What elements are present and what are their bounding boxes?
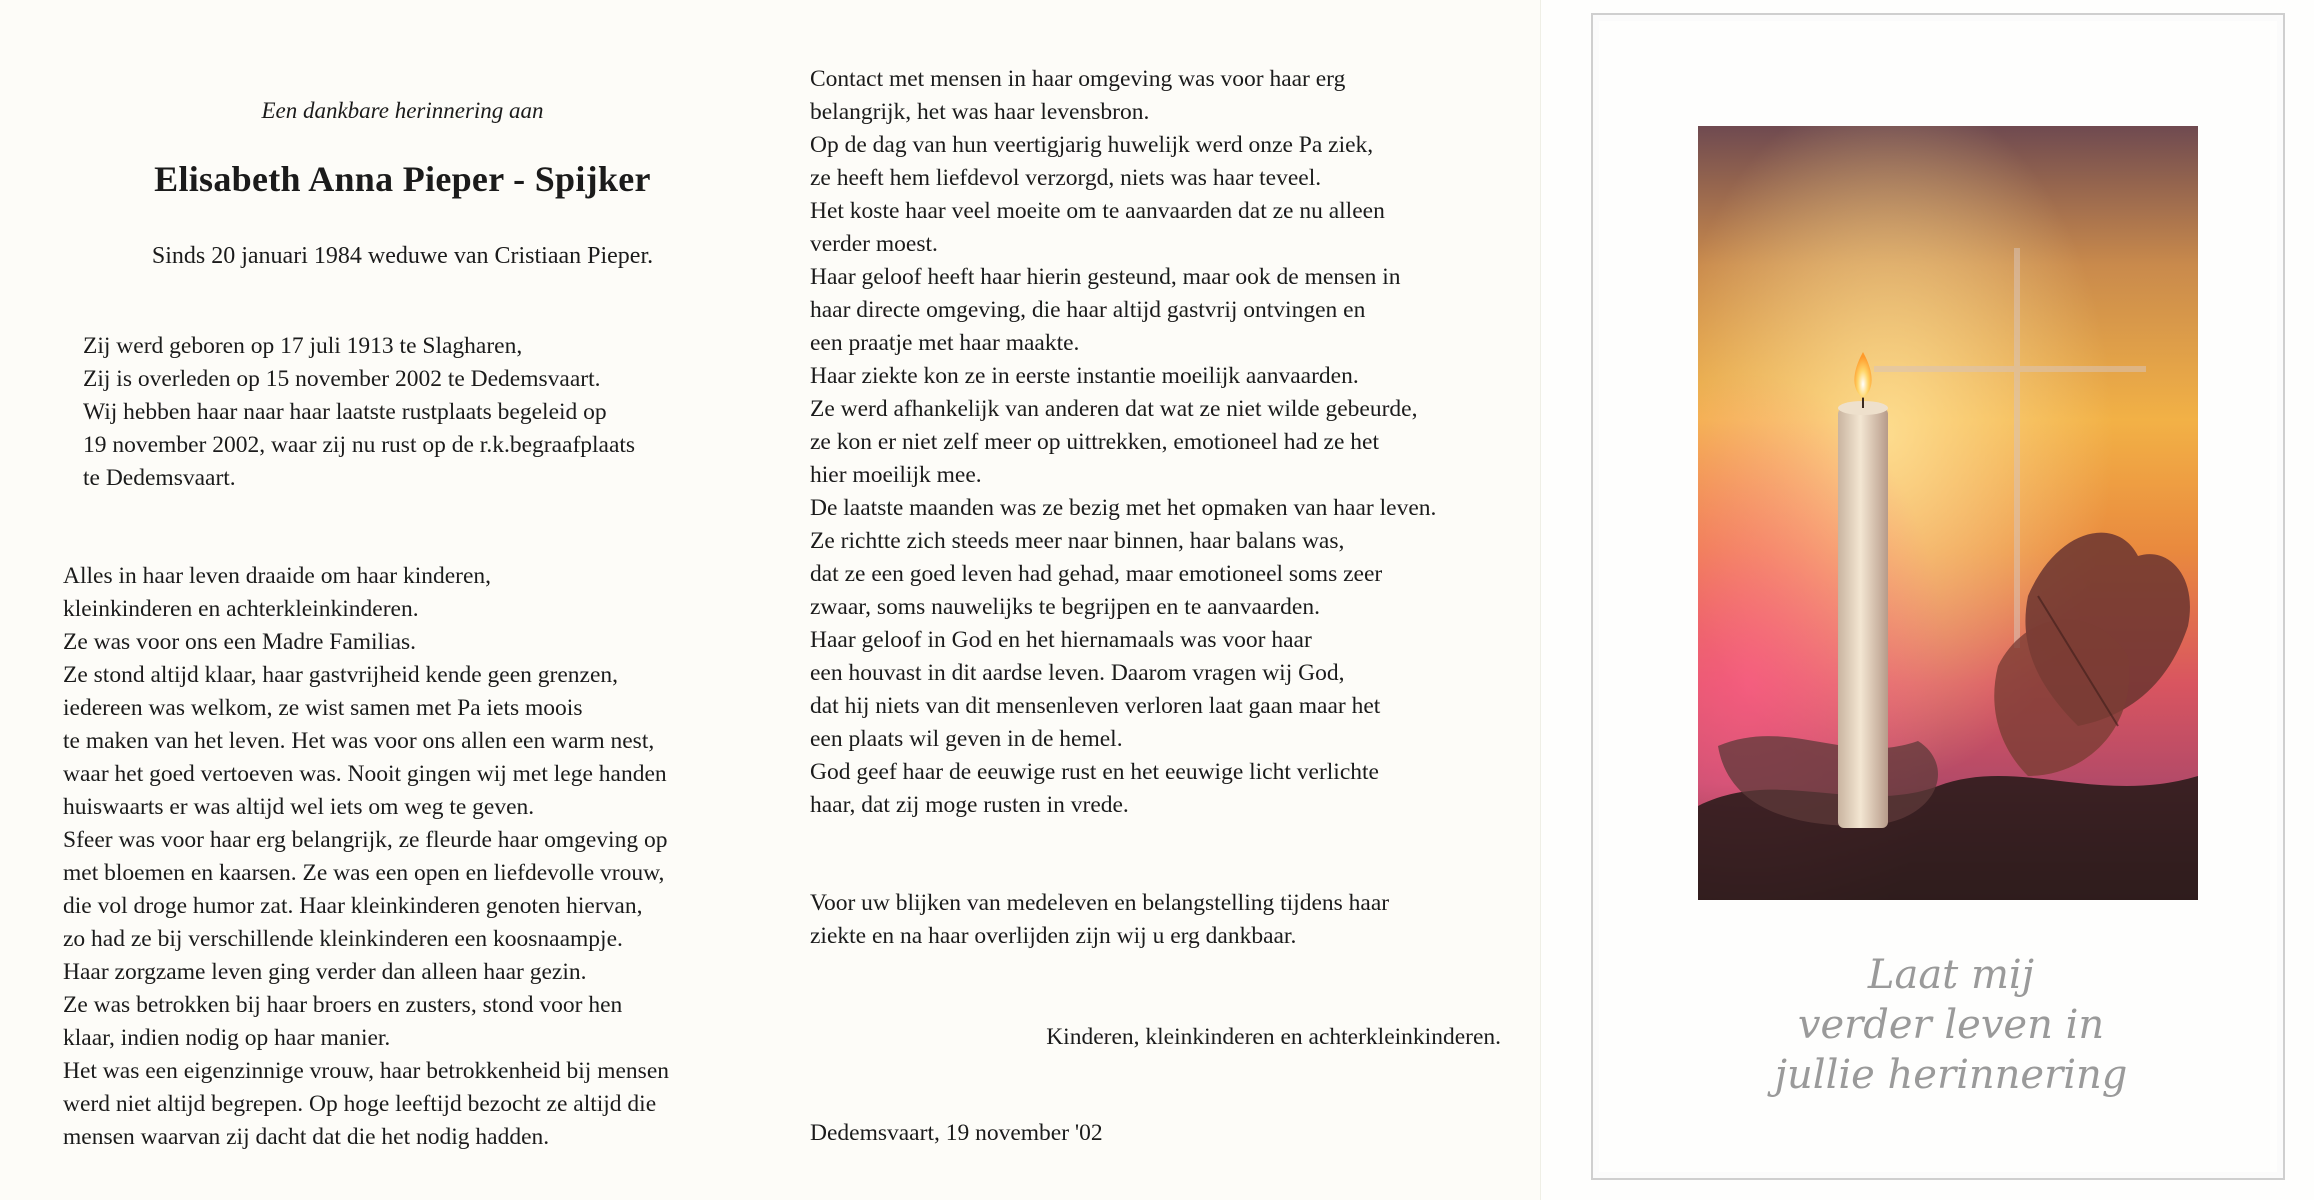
text-line: Ze was voor ons een Madre Familias. xyxy=(63,629,417,655)
deceased-name: Elisabeth Anna Pieper - Spijker xyxy=(154,159,651,199)
text-line: werd niet altijd begrepen. Op hoge leeftijd bezocht ze altijd die xyxy=(63,1091,657,1117)
text-line: Haar geloof in God en het hiernamaals was voor haar xyxy=(810,627,1312,653)
text-line: ziekte en na haar overlijden zijn wij u erg dankbaar. xyxy=(810,923,1297,949)
text-line: haar directe omgeving, die haar altijd gastvrij ontvingen en xyxy=(810,297,1366,323)
text-line: zo had ze bij verschillende kleinkinderen een koosnaampje. xyxy=(63,926,623,952)
text-line: huiswaarts er was altijd wel iets om weg te geven. xyxy=(63,794,535,820)
text-line: Ze stond altijd klaar, haar gastvrijheid kende geen grenzen, xyxy=(63,662,619,688)
text-line: Zij werd geboren op 17 juli 1913 te Slagharen, xyxy=(83,333,523,359)
text-line: een praatje met haar maakte. xyxy=(810,330,1080,356)
text-line: 19 november 2002, waar zij nu rust op de r.k.begraafplaats xyxy=(83,432,636,458)
left-page xyxy=(0,0,770,1200)
text-line: zwaar, soms nauwelijks te begrijpen en te aanvaarden. xyxy=(810,594,1320,620)
text-line: klaar, indien nodig op haar manier. xyxy=(63,1025,391,1051)
tribute-paragraph xyxy=(63,560,669,1154)
text-line: Het koste haar veel moeite om te aanvaarden dat ze nu alleen xyxy=(810,198,1385,224)
text-line: God geef haar de eeuwige rust en het eeuwige licht verlichte xyxy=(810,759,1379,785)
motto-line: Laat mij xyxy=(1867,952,2035,998)
place-and-date: Dedemsvaart, 19 november '02 xyxy=(810,1120,1103,1146)
text-line: iedereen was welkom, ze wist samen met Pa iets moois xyxy=(63,695,583,721)
text-line: verder moest. xyxy=(810,231,938,257)
candle-photo xyxy=(1698,126,2198,900)
text-line: Haar geloof heeft haar hierin gesteund, maar ook de mensen in xyxy=(810,264,1401,290)
text-line: die vol droge humor zat. Haar kleinkinderen genoten hiervan, xyxy=(63,893,643,919)
text-line: een plaats wil geven in de hemel. xyxy=(810,726,1123,752)
text-line: Ze richtte zich steeds meer naar binnen, haar balans was, xyxy=(810,528,1345,554)
life-story-paragraph xyxy=(810,63,1436,822)
text-line: De laatste maanden was ze bezig met het opmaken van haar leven. xyxy=(810,495,1437,521)
text-line: met bloemen en kaarsen. Ze was een open en liefdevolle vrouw, xyxy=(63,860,665,886)
text-line: Ze was betrokken bij haar broers en zusters, stond voor hen xyxy=(63,992,623,1018)
widow-line: Sinds 20 januari 1984 weduwe van Cristiaan Pieper. xyxy=(151,243,654,269)
motto-line: verder leven in xyxy=(1797,1002,2105,1048)
text-line: haar, dat zij moge rusten in vrede. xyxy=(810,792,1129,818)
text-line: hier moeilijk mee. xyxy=(810,462,982,488)
life-dates-paragraph xyxy=(83,330,635,495)
text-line: Alles in haar leven draaide om haar kinderen, xyxy=(63,563,492,589)
text-line: belangrijk, het was haar levensbron. xyxy=(810,99,1150,125)
middle-page xyxy=(770,0,1540,1200)
text-line: te Dedemsvaart. xyxy=(83,465,236,491)
text-line: dat ze een goed leven had gehad, maar emotioneel soms zeer xyxy=(810,561,1383,587)
intro-text: Een dankbare herinnering aan xyxy=(261,98,544,123)
text-line: waar het goed vertoeven was. Nooit gingen wij met lege handen xyxy=(63,761,667,787)
text-line: Op de dag van hun veertigjarig huwelijk werd onze Pa ziek, xyxy=(810,132,1374,158)
text-line: een houvast in dit aardse leven. Daarom vragen wij God, xyxy=(810,660,1345,686)
text-line: Voor uw blijken van medeleven en belangstelling tijdens haar xyxy=(810,890,1390,916)
text-line: Het was een eigenzinnige vrouw, haar betrokkenheid bij mensen xyxy=(63,1058,669,1084)
family-signature: Kinderen, kleinkinderen en achterkleinkinderen. xyxy=(1046,1024,1501,1050)
text-line: Wij hebben haar naar haar laatste rustplaats begeleid op xyxy=(83,399,607,425)
text-line: Haar ziekte kon ze in eerste instantie moeilijk aanvaarden. xyxy=(810,363,1359,389)
text-line: Haar zorgzame leven ging verder dan alleen haar gezin. xyxy=(63,959,587,985)
text-line: kleinkinderen en achterkleinkinderen. xyxy=(63,596,419,622)
text-line: mensen waarvan zij dacht dat die het nodig hadden. xyxy=(63,1124,550,1150)
motto-text xyxy=(1711,950,2191,1100)
text-line: Ze werd afhankelijk van anderen dat wat ze niet wilde gebeurde, xyxy=(810,396,1418,422)
right-page xyxy=(1540,0,2314,1200)
text-line: Sfeer was voor haar erg belangrijk, ze fleurde haar omgeving op xyxy=(63,827,668,853)
thanks-paragraph xyxy=(810,887,1389,953)
text-line: te maken van het leven. Het was voor ons allen een warm nest, xyxy=(63,728,655,754)
text-line: dat hij niets van dit mensenleven verloren laat gaan maar het xyxy=(810,693,1381,719)
text-line: ze kon er niet zelf meer op uittrekken, emotioneel had ze het xyxy=(810,429,1379,455)
text-line: ze heeft hem liefdevol verzorgd, niets was haar teveel. xyxy=(810,165,1322,191)
text-line: Contact met mensen in haar omgeving was voor haar erg xyxy=(810,66,1346,92)
text-line: Zij is overleden op 15 november 2002 te Dedemsvaart. xyxy=(83,366,601,392)
motto-line: jullie herinnering xyxy=(1774,1052,2128,1098)
candle-icon xyxy=(1838,352,1888,828)
